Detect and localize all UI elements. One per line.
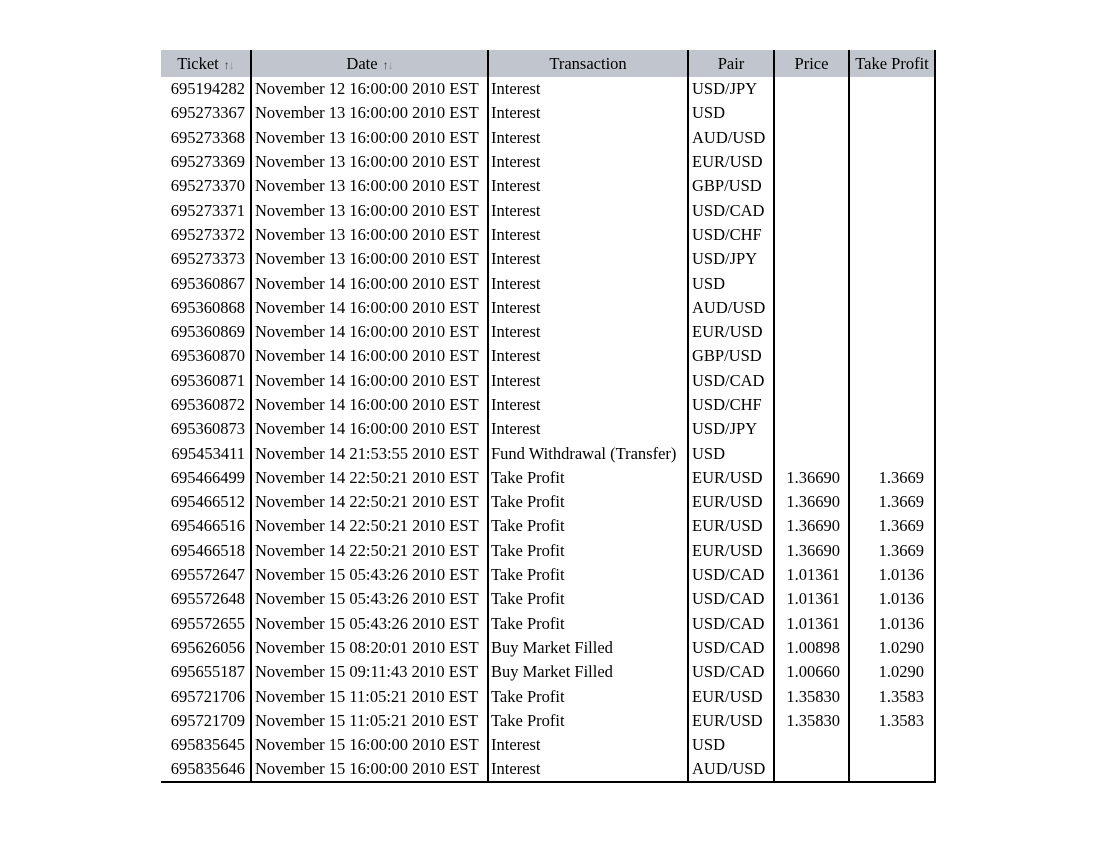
transaction-cell: Take Profit bbox=[488, 684, 688, 708]
sort-down-arrow: ↓ bbox=[228, 57, 234, 72]
pair-cell: USD/CAD bbox=[688, 660, 774, 684]
take-profit-cell bbox=[849, 733, 935, 757]
transaction-cell: Interest bbox=[488, 198, 688, 222]
ticket-cell: 695360871 bbox=[161, 369, 251, 393]
table-row bbox=[161, 223, 935, 247]
pair-cell: USD/JPY bbox=[688, 247, 774, 271]
take-profit-cell bbox=[849, 417, 935, 441]
ticket-cell: 695466518 bbox=[161, 539, 251, 563]
table-row bbox=[161, 466, 935, 490]
table-row bbox=[161, 271, 935, 295]
ticket-cell: 695360868 bbox=[161, 296, 251, 320]
transaction-cell: Interest bbox=[488, 344, 688, 368]
ticket-cell: 695273373 bbox=[161, 247, 251, 271]
take-profit-cell bbox=[849, 223, 935, 247]
table-row bbox=[161, 393, 935, 417]
ticket-cell: 695572648 bbox=[161, 587, 251, 611]
transaction-cell: Interest bbox=[488, 174, 688, 198]
date-cell: November 15 16:00:00 2010 EST bbox=[251, 733, 488, 757]
date-cell: November 14 22:50:21 2010 EST bbox=[251, 539, 488, 563]
table-row bbox=[161, 490, 935, 514]
pair-cell: EUR/USD bbox=[688, 320, 774, 344]
ticket-cell: 695273369 bbox=[161, 150, 251, 174]
date-cell: November 15 05:43:26 2010 EST bbox=[251, 612, 488, 636]
take-profit-cell: 1.3583 bbox=[849, 684, 935, 708]
date-cell: November 15 16:00:00 2010 EST bbox=[251, 757, 488, 781]
ticket-cell: 695360873 bbox=[161, 417, 251, 441]
sort-down-arrow: ↓ bbox=[387, 57, 393, 72]
price-cell: 1.36690 bbox=[774, 539, 849, 563]
date-cell: November 13 16:00:00 2010 EST bbox=[251, 198, 488, 222]
pair-cell: EUR/USD bbox=[688, 539, 774, 563]
take-profit-cell: 1.3669 bbox=[849, 539, 935, 563]
date-cell: November 15 08:20:01 2010 EST bbox=[251, 636, 488, 660]
price-cell bbox=[774, 369, 849, 393]
date-cell: November 15 05:43:26 2010 EST bbox=[251, 587, 488, 611]
table-row bbox=[161, 126, 935, 150]
pair-cell: EUR/USD bbox=[688, 684, 774, 708]
pair-cell: AUD/USD bbox=[688, 296, 774, 320]
table-row bbox=[161, 174, 935, 198]
table-row bbox=[161, 587, 935, 611]
price-cell bbox=[774, 417, 849, 441]
price-cell bbox=[774, 198, 849, 222]
table-row bbox=[161, 247, 935, 271]
pair-cell: USD/JPY bbox=[688, 417, 774, 441]
take-profit-cell bbox=[849, 101, 935, 125]
column-header-ticket[interactable] bbox=[161, 50, 251, 77]
take-profit-cell bbox=[849, 296, 935, 320]
date-cell: November 14 16:00:00 2010 EST bbox=[251, 271, 488, 295]
price-cell: 1.01361 bbox=[774, 563, 849, 587]
table-row bbox=[161, 77, 935, 101]
date-cell: November 14 22:50:21 2010 EST bbox=[251, 490, 488, 514]
price-cell: 1.35830 bbox=[774, 709, 849, 733]
pair-cell: USD/CAD bbox=[688, 563, 774, 587]
take-profit-cell bbox=[849, 174, 935, 198]
take-profit-cell bbox=[849, 441, 935, 465]
table-header bbox=[161, 50, 935, 77]
price-cell bbox=[774, 393, 849, 417]
date-cell: November 14 16:00:00 2010 EST bbox=[251, 344, 488, 368]
pair-cell: USD bbox=[688, 441, 774, 465]
ticket-cell: 695466499 bbox=[161, 466, 251, 490]
price-cell bbox=[774, 77, 849, 101]
column-label: Ticket bbox=[177, 53, 219, 73]
price-cell bbox=[774, 126, 849, 150]
transaction-cell: Take Profit bbox=[488, 587, 688, 611]
price-cell bbox=[774, 247, 849, 271]
price-cell: 1.01361 bbox=[774, 612, 849, 636]
date-cell: November 14 22:50:21 2010 EST bbox=[251, 466, 488, 490]
ticket-cell: 695466516 bbox=[161, 514, 251, 538]
table-row bbox=[161, 441, 935, 465]
table-row bbox=[161, 369, 935, 393]
take-profit-cell bbox=[849, 77, 935, 101]
transaction-cell: Interest bbox=[488, 393, 688, 417]
date-cell: November 15 09:11:43 2010 EST bbox=[251, 660, 488, 684]
transaction-cell: Buy Market Filled bbox=[488, 660, 688, 684]
transactions-tbody bbox=[161, 77, 935, 782]
date-cell: November 15 11:05:21 2010 EST bbox=[251, 684, 488, 708]
take-profit-cell bbox=[849, 393, 935, 417]
table-row bbox=[161, 198, 935, 222]
table-row bbox=[161, 636, 935, 660]
transaction-cell: Interest bbox=[488, 150, 688, 174]
take-profit-cell bbox=[849, 198, 935, 222]
ticket-cell: 695273371 bbox=[161, 198, 251, 222]
take-profit-cell: 1.3583 bbox=[849, 709, 935, 733]
transaction-cell: Take Profit bbox=[488, 466, 688, 490]
ticket-cell: 695360872 bbox=[161, 393, 251, 417]
pair-cell: USD/CHF bbox=[688, 223, 774, 247]
column-label: Date bbox=[346, 53, 378, 73]
pair-cell: USD bbox=[688, 101, 774, 125]
table-row bbox=[161, 417, 935, 441]
pair-cell: USD/CAD bbox=[688, 612, 774, 636]
date-cell: November 14 16:00:00 2010 EST bbox=[251, 320, 488, 344]
column-label: Take Profit bbox=[855, 53, 929, 73]
price-cell bbox=[774, 320, 849, 344]
transaction-cell: Interest bbox=[488, 733, 688, 757]
price-cell: 1.36690 bbox=[774, 490, 849, 514]
take-profit-cell bbox=[849, 150, 935, 174]
date-cell: November 13 16:00:00 2010 EST bbox=[251, 174, 488, 198]
price-cell: 1.36690 bbox=[774, 466, 849, 490]
ticket-cell: 695360867 bbox=[161, 271, 251, 295]
take-profit-cell bbox=[849, 369, 935, 393]
transaction-cell: Interest bbox=[488, 417, 688, 441]
transaction-cell: Interest bbox=[488, 101, 688, 125]
ticket-cell: 695360869 bbox=[161, 320, 251, 344]
sort-icon[interactable] bbox=[383, 58, 393, 72]
transaction-cell: Take Profit bbox=[488, 563, 688, 587]
transactions-table bbox=[161, 50, 936, 783]
pair-cell: USD/CHF bbox=[688, 393, 774, 417]
take-profit-cell: 1.3669 bbox=[849, 514, 935, 538]
table-row bbox=[161, 296, 935, 320]
ticket-cell: 695572655 bbox=[161, 612, 251, 636]
pair-cell: EUR/USD bbox=[688, 490, 774, 514]
transaction-cell: Interest bbox=[488, 369, 688, 393]
transaction-cell: Take Profit bbox=[488, 514, 688, 538]
pair-cell: USD/CAD bbox=[688, 587, 774, 611]
price-cell bbox=[774, 757, 849, 781]
ticket-cell: 695453411 bbox=[161, 441, 251, 465]
transaction-cell: Take Profit bbox=[488, 490, 688, 514]
transaction-cell: Interest bbox=[488, 296, 688, 320]
date-cell: November 15 05:43:26 2010 EST bbox=[251, 563, 488, 587]
price-cell bbox=[774, 441, 849, 465]
transaction-history-table bbox=[161, 50, 937, 783]
date-cell: November 13 16:00:00 2010 EST bbox=[251, 126, 488, 150]
sort-up-arrow: ↑ bbox=[223, 57, 229, 72]
ticket-cell: 695273370 bbox=[161, 174, 251, 198]
table-row bbox=[161, 539, 935, 563]
transaction-cell: Fund Withdrawal (Transfer) bbox=[488, 441, 688, 465]
pair-cell: GBP/USD bbox=[688, 174, 774, 198]
table-row bbox=[161, 101, 935, 125]
take-profit-cell bbox=[849, 126, 935, 150]
date-cell: November 12 16:00:00 2010 EST bbox=[251, 77, 488, 101]
header-row bbox=[161, 50, 935, 77]
column-header-transaction bbox=[488, 50, 688, 77]
take-profit-cell: 1.0290 bbox=[849, 660, 935, 684]
ticket-cell: 695835645 bbox=[161, 733, 251, 757]
pair-cell: USD/CAD bbox=[688, 636, 774, 660]
date-cell: November 13 16:00:00 2010 EST bbox=[251, 150, 488, 174]
ticket-cell: 695360870 bbox=[161, 344, 251, 368]
price-cell: 1.00660 bbox=[774, 660, 849, 684]
pair-cell: USD/CAD bbox=[688, 198, 774, 222]
date-cell: November 14 16:00:00 2010 EST bbox=[251, 369, 488, 393]
date-cell: November 15 11:05:21 2010 EST bbox=[251, 709, 488, 733]
transaction-cell: Interest bbox=[488, 77, 688, 101]
pair-cell: EUR/USD bbox=[688, 466, 774, 490]
column-label: Pair bbox=[717, 53, 745, 73]
sort-up-arrow: ↑ bbox=[382, 57, 388, 72]
price-cell bbox=[774, 296, 849, 320]
ticket-cell: 695835646 bbox=[161, 757, 251, 781]
price-cell bbox=[774, 150, 849, 174]
take-profit-cell bbox=[849, 271, 935, 295]
pair-cell: EUR/USD bbox=[688, 709, 774, 733]
table-row bbox=[161, 320, 935, 344]
date-cell: November 14 21:53:55 2010 EST bbox=[251, 441, 488, 465]
date-cell: November 14 16:00:00 2010 EST bbox=[251, 296, 488, 320]
table-row bbox=[161, 660, 935, 684]
date-cell: November 14 22:50:21 2010 EST bbox=[251, 514, 488, 538]
price-cell bbox=[774, 101, 849, 125]
ticket-cell: 695655187 bbox=[161, 660, 251, 684]
date-cell: November 13 16:00:00 2010 EST bbox=[251, 247, 488, 271]
table-row bbox=[161, 684, 935, 708]
price-cell bbox=[774, 733, 849, 757]
take-profit-cell: 1.3669 bbox=[849, 466, 935, 490]
table-row bbox=[161, 150, 935, 174]
price-cell bbox=[774, 223, 849, 247]
take-profit-cell bbox=[849, 247, 935, 271]
price-cell: 1.36690 bbox=[774, 514, 849, 538]
column-header-pair bbox=[688, 50, 774, 77]
take-profit-cell bbox=[849, 757, 935, 781]
ticket-cell: 695626056 bbox=[161, 636, 251, 660]
price-cell bbox=[774, 174, 849, 198]
ticket-cell: 695466512 bbox=[161, 490, 251, 514]
transaction-cell: Interest bbox=[488, 271, 688, 295]
take-profit-cell: 1.0136 bbox=[849, 587, 935, 611]
ticket-cell: 695194282 bbox=[161, 77, 251, 101]
date-cell: November 13 16:00:00 2010 EST bbox=[251, 101, 488, 125]
pair-cell: USD/CAD bbox=[688, 369, 774, 393]
ticket-cell: 695721706 bbox=[161, 684, 251, 708]
ticket-cell: 695572647 bbox=[161, 563, 251, 587]
ticket-cell: 695721709 bbox=[161, 709, 251, 733]
column-header-price bbox=[774, 50, 849, 77]
pair-cell: EUR/USD bbox=[688, 150, 774, 174]
table-row bbox=[161, 733, 935, 757]
date-cell: November 14 16:00:00 2010 EST bbox=[251, 393, 488, 417]
pair-cell: USD bbox=[688, 271, 774, 295]
pair-cell: AUD/USD bbox=[688, 757, 774, 781]
price-cell bbox=[774, 271, 849, 295]
ticket-cell: 695273367 bbox=[161, 101, 251, 125]
transaction-cell: Interest bbox=[488, 247, 688, 271]
date-cell: November 14 16:00:00 2010 EST bbox=[251, 417, 488, 441]
ticket-cell: 695273372 bbox=[161, 223, 251, 247]
pair-cell: AUD/USD bbox=[688, 126, 774, 150]
column-header-date[interactable] bbox=[251, 50, 488, 77]
transaction-cell: Interest bbox=[488, 126, 688, 150]
ticket-cell: 695273368 bbox=[161, 126, 251, 150]
date-cell: November 13 16:00:00 2010 EST bbox=[251, 223, 488, 247]
column-label: Price bbox=[794, 53, 829, 73]
pair-cell: EUR/USD bbox=[688, 514, 774, 538]
take-profit-cell: 1.0290 bbox=[849, 636, 935, 660]
transaction-cell: Take Profit bbox=[488, 709, 688, 733]
pair-cell: USD bbox=[688, 733, 774, 757]
column-label: Transaction bbox=[549, 53, 627, 73]
table-row bbox=[161, 757, 935, 781]
table-row bbox=[161, 344, 935, 368]
transaction-cell: Take Profit bbox=[488, 539, 688, 563]
price-cell: 1.35830 bbox=[774, 684, 849, 708]
transaction-cell: Take Profit bbox=[488, 612, 688, 636]
table-row bbox=[161, 709, 935, 733]
table-row bbox=[161, 612, 935, 636]
price-cell bbox=[774, 344, 849, 368]
take-profit-cell bbox=[849, 320, 935, 344]
table-row bbox=[161, 514, 935, 538]
table-row bbox=[161, 563, 935, 587]
take-profit-cell: 1.0136 bbox=[849, 563, 935, 587]
sort-icon[interactable] bbox=[224, 58, 234, 72]
take-profit-cell bbox=[849, 344, 935, 368]
transaction-cell: Interest bbox=[488, 320, 688, 344]
pair-cell: GBP/USD bbox=[688, 344, 774, 368]
price-cell: 1.01361 bbox=[774, 587, 849, 611]
take-profit-cell: 1.3669 bbox=[849, 490, 935, 514]
transaction-cell: Buy Market Filled bbox=[488, 636, 688, 660]
transaction-cell: Interest bbox=[488, 223, 688, 247]
take-profit-cell: 1.0136 bbox=[849, 612, 935, 636]
price-cell: 1.00898 bbox=[774, 636, 849, 660]
transaction-cell: Interest bbox=[488, 757, 688, 781]
column-header-take-profit bbox=[849, 50, 935, 77]
pair-cell: USD/JPY bbox=[688, 77, 774, 101]
